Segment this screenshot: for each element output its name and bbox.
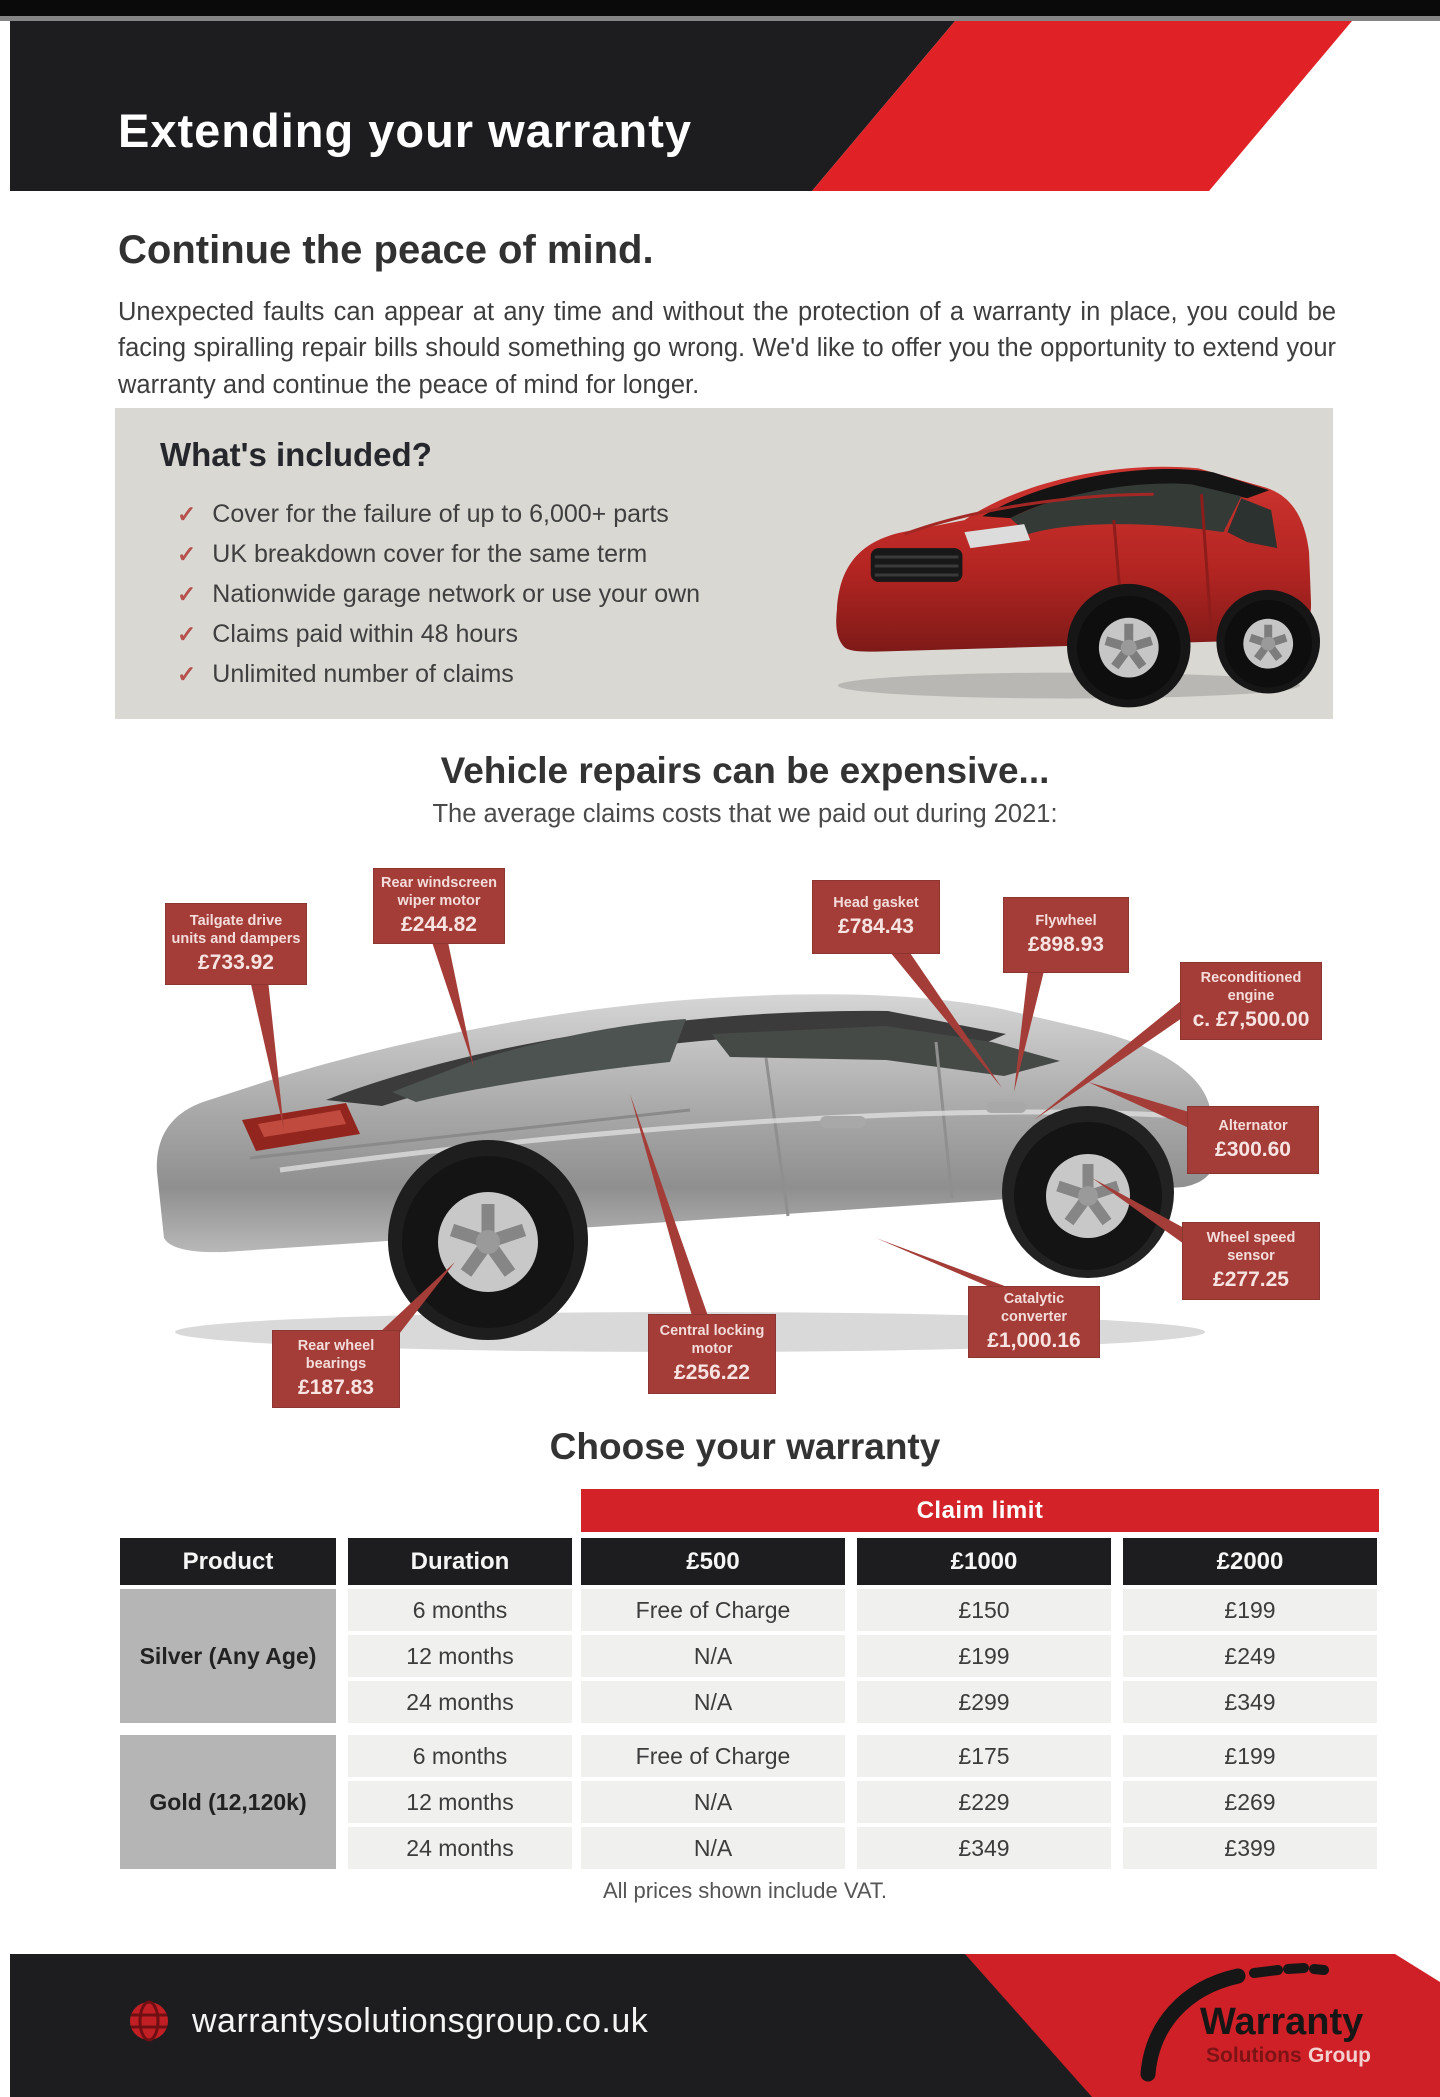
footer-url[interactable]: warrantysolutionsgroup.co.uk	[192, 2002, 649, 2040]
callout-label: Flywheel	[1035, 912, 1097, 929]
table-cell: N/A	[581, 1827, 845, 1869]
header-band	[0, 21, 1440, 191]
column-header-product: Product	[120, 1538, 336, 1585]
callout-price: £898.93	[1028, 933, 1104, 957]
table-heading: Choose your warranty	[549, 1426, 941, 1467]
callout-price: £256.22	[674, 1360, 750, 1384]
suv-photo	[815, 420, 1323, 708]
table-cell: 12 months	[348, 1781, 572, 1823]
check-icon: ✓	[177, 661, 197, 687]
page-title: Extending your warranty	[118, 104, 693, 157]
company-logo	[1122, 1956, 1440, 2094]
vat-note: All prices shown include VAT.	[602, 1878, 888, 1903]
table-cell: 6 months	[348, 1589, 572, 1631]
list-item	[177, 540, 700, 569]
list-item-label: Claims paid within 48 hours	[212, 620, 518, 648]
callout-head-gasket	[812, 880, 940, 954]
table-cell: £199	[1123, 1735, 1377, 1777]
callout-central-locking	[648, 1314, 776, 1394]
callout-label: Alternator	[1218, 1117, 1288, 1134]
callout-label: Rear wheel bearings	[297, 1338, 375, 1372]
table-cell: £199	[1123, 1589, 1377, 1631]
callout-price: £300.60	[1215, 1138, 1291, 1162]
list-item-label: Nationwide garage network or use your own	[212, 580, 701, 608]
table-cell: N/A	[581, 1781, 845, 1823]
table-cell: £229	[857, 1781, 1111, 1823]
list-item	[177, 580, 700, 609]
table-cell: 24 months	[348, 1681, 572, 1723]
check-icon: ✓	[177, 581, 197, 607]
table-cell: Free of Charge	[581, 1735, 845, 1777]
table-cell: £349	[857, 1827, 1111, 1869]
callout-label: Central locking motor	[659, 1323, 765, 1357]
claim-limit-bar: Claim limit	[581, 1489, 1379, 1532]
list-item	[177, 500, 700, 529]
repairs-subheading: The average claims costs that we paid out during 2021:	[432, 800, 1058, 828]
callout-flywheel	[1003, 897, 1129, 973]
table-cell: £175	[857, 1735, 1111, 1777]
list-item-label: Cover for the failure of up to 6,000+ parts	[212, 500, 669, 528]
callout-label: Reconditioned engine	[1200, 970, 1302, 1004]
included-list	[177, 500, 700, 700]
callout-price: £1,000.16	[987, 1328, 1081, 1352]
repairs-heading: Vehicle repairs can be expensive...	[440, 750, 1050, 791]
column-header-duration: Duration	[348, 1538, 572, 1585]
product-cell-gold: Gold (12,120k)	[120, 1735, 336, 1869]
logo-warranty-text: Warranty	[1200, 2001, 1364, 2043]
product-cell-silver: Silver (Any Age)	[120, 1589, 336, 1723]
callout-label: Rear windscreen wiper motor	[380, 875, 498, 909]
callout-wiper-motor	[373, 868, 505, 944]
footer	[0, 1954, 1440, 2097]
callout-alternator	[1187, 1106, 1319, 1174]
logo-solutions-text: Solutions	[1206, 2044, 1302, 2067]
table-cell: £269	[1123, 1781, 1377, 1823]
table-cell: £299	[857, 1681, 1111, 1723]
column-header-1000: £1000	[857, 1538, 1111, 1585]
table-cell: £249	[1123, 1635, 1377, 1677]
list-item	[177, 660, 700, 689]
callout-price: £244.82	[401, 912, 477, 936]
table-cell: 12 months	[348, 1635, 572, 1677]
table-cell: £199	[857, 1635, 1111, 1677]
table-cell: N/A	[581, 1635, 845, 1677]
list-item	[177, 620, 700, 649]
check-icon: ✓	[177, 541, 197, 567]
callout-label: Head gasket	[833, 894, 919, 911]
callout-reconditioned-engine	[1180, 962, 1322, 1040]
table-cell: £399	[1123, 1827, 1377, 1869]
table-cell: £349	[1123, 1681, 1377, 1723]
table-cell: £150	[857, 1589, 1111, 1631]
callout-price: £187.83	[298, 1375, 374, 1399]
column-header-500: £500	[581, 1538, 845, 1585]
list-item-label: UK breakdown cover for the same term	[212, 540, 648, 568]
logo-group-text: Group	[1308, 2044, 1371, 2067]
whats-included-heading: What's included?	[160, 436, 432, 473]
list-item-label: Unlimited number of claims	[212, 660, 514, 688]
callout-price: c. £7,500.00	[1192, 1007, 1310, 1031]
table-cell: N/A	[581, 1681, 845, 1723]
callout-catalytic-converter	[968, 1286, 1100, 1358]
callout-price: £733.92	[198, 950, 274, 974]
callout-price: £277.25	[1213, 1267, 1289, 1291]
intro-paragraph: Unexpected faults can appear at any time and without the protection of a warranty in place, you could be facing spiralling repair bills should something go wrong. We'd like to offer you the opportunity to extend your warranty and continue the peace of mind for longer.	[118, 298, 1336, 399]
repairs-diagram	[0, 840, 1440, 1440]
top-black-strip	[0, 0, 1440, 16]
callout-tailgate	[165, 903, 307, 985]
callout-rear-wheel-bearings	[272, 1330, 400, 1408]
table-cell: Free of Charge	[581, 1589, 845, 1631]
callout-label: Tailgate drive units and dampers	[171, 913, 301, 947]
check-icon: ✓	[177, 621, 197, 647]
whats-included-panel	[115, 408, 1333, 719]
callout-wheel-speed-sensor	[1182, 1222, 1320, 1300]
table-cell: 6 months	[348, 1735, 572, 1777]
globe-icon	[128, 2000, 170, 2042]
callout-label: Wheel speed sensor	[1206, 1230, 1296, 1264]
check-icon: ✓	[177, 501, 197, 527]
callout-price: £784.43	[838, 915, 914, 939]
intro-heading: Continue the peace of mind.	[118, 228, 654, 272]
callout-label: Catalytic converter	[1000, 1291, 1068, 1325]
table-cell: 24 months	[348, 1827, 572, 1869]
column-header-2000: £2000	[1123, 1538, 1377, 1585]
